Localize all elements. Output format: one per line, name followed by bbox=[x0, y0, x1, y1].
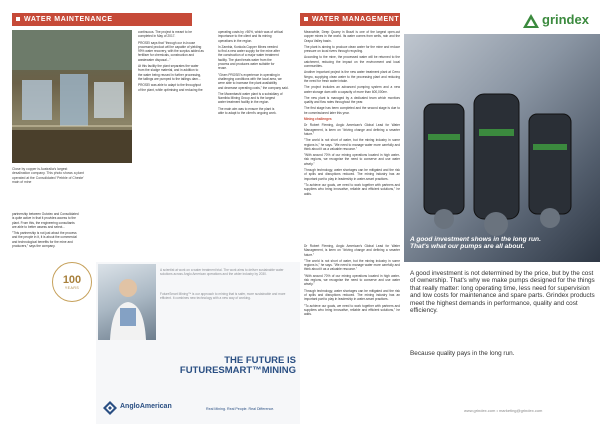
paragraph: Dr Robert Fleming, Anglo American's Global Lead for Water Management, is keen on "driving change and defining a smarter future." bbox=[304, 123, 400, 136]
ad-slogan: Real Mining. Real People. Real Difference. bbox=[206, 407, 275, 411]
plant-photo-illustration bbox=[12, 30, 132, 163]
paragraph: "This partnership is not just about the process and the people in it, it is about the commercial and technological benefits for the mine and producers," says the company. bbox=[12, 231, 77, 249]
ad-tagline: THE FUTURE IS FUTURESMART™MINING bbox=[179, 355, 296, 376]
right-column-1 bbox=[304, 30, 400, 242]
paragraph: continuous. The project is meant to be completed in May of 2017. bbox=[138, 30, 192, 39]
right-page bbox=[300, 0, 600, 424]
scientist-illustration bbox=[98, 264, 156, 340]
banner-marker-icon bbox=[304, 17, 308, 21]
paragraph: "The world is not short of water, but the mining industry in some regions is," he says. "We need to manage water more carefully and think about it as a valuable resource." bbox=[304, 258, 400, 272]
seal-number: 100 bbox=[62, 273, 82, 286]
scientist-photo bbox=[98, 264, 156, 340]
centenary-seal bbox=[52, 262, 92, 302]
pumps-illustration bbox=[404, 34, 600, 262]
paragraph: "The world is not short of water, but the mining industry in some regions is," he says. "We need to manage water more carefully and think about it as a valuable resource." bbox=[304, 138, 400, 151]
grindex-headline: A good investment shows in the long run. That's what our pumps are all about. bbox=[410, 236, 541, 251]
subheading: Mining challenges bbox=[304, 117, 332, 122]
paragraph: Another important project is the new water treatment plant at Cerro Negro, supplying clean water to the processing plant and reducing the need for fresh water intake. bbox=[304, 70, 400, 83]
grindex-body: A good investment is not determined by the price, but by the cost of ownership. That's why we make pumps designed for the things that really matter: long operating time, less need for supervision and low costs for maintenance and spare parts. Grindex products meet the highest demands in performance, quality and cost efficiency. bbox=[410, 270, 595, 315]
ad-description: FutureSmart Mining™ is our approach to mining that is safer, more sustainable and more efficient. It combines new technology with a new way of working. bbox=[160, 292, 286, 301]
paragraph: The main aim was to ensure the plant is able to adapt to the client's ongoing work. bbox=[218, 106, 277, 116]
anglo-american-ad bbox=[96, 262, 300, 424]
paragraph: "To achieve our goals, we need to work together with partners and suppliers who bring innovative, reliable and efficient solutions," he adds. bbox=[304, 182, 400, 196]
grindex-ad bbox=[404, 0, 600, 424]
grindex-brand: grindex bbox=[542, 12, 589, 27]
paragraph: Dr Robert Fleming, Anglo American's Global Lead for Water Management, is keen on "driving change and defining a smarter future." bbox=[304, 244, 400, 257]
paragraph: PROSEI says that "through our in-house processed product will be capable of yielding 99% water recovery, with the surplus added as fertiliser for chemicals, construction and wastewater disposal..." bbox=[138, 40, 204, 62]
photo-caption: Close by copper is Australia's largest desalination company. This photo shows a plant operated at the Consolidated 'Pebble of Cheste' main of mine bbox=[12, 167, 84, 185]
paragraph: partnership between Outotec and Consolidated is quite active in that it provides access to the plant. From this, the engineering consultants are able to better assess and select... bbox=[12, 212, 79, 229]
anglo-american-logo-icon bbox=[102, 400, 118, 416]
paragraph: Through technology, water shortages can be mitigated and the risk of spills and disruptions reduced. The mining industry has an important part to play in leadership in water-smart practices. bbox=[304, 288, 400, 302]
paragraph: The project includes an advanced pumping system and a new water storage dam with a capacity of more than 600,000m³. bbox=[304, 85, 400, 94]
right-column-1-continued bbox=[304, 244, 400, 416]
paragraph: "Given PROSEI's experience in operating in challenging conditions with the local area, we were able to increase the plant availability and decrease operating costs," the company said. bbox=[218, 72, 289, 90]
pump-photo bbox=[404, 34, 600, 262]
desalination-plant-photo bbox=[12, 30, 132, 163]
ad-blurb: A scientist at work on a water treatment trial. The work aims to deliver sustainable water solutions across Anglo American operations and the wider industry by 2030. bbox=[160, 268, 284, 277]
paragraph: According to the mine, the processed water will be returned to the catchment, reducing the impact on the environment and local communities. bbox=[304, 55, 400, 69]
section-banner bbox=[300, 13, 400, 26]
banner-marker-icon bbox=[16, 17, 20, 21]
paragraph: At this facility the plant separates the water from the sludge material, and in addition to the water being reused in further processing, the tailings are pumped to the tailings dam... bbox=[138, 64, 202, 81]
left-column-3 bbox=[218, 30, 298, 150]
section-banner bbox=[12, 13, 192, 26]
paragraph: Meanwhile, Deep Quarry in Brazil is one of the largest open-cut copper mines in the world. Its water comes from wells, rain and the Orapa Valley basin. bbox=[304, 30, 400, 43]
paragraph: The first stage has been completed and the second stage is due to be commissioned later this year. bbox=[304, 106, 400, 115]
paragraph: PROSEI was able to adapt to the throughput of the plant, while optimising and reducing the bbox=[138, 83, 203, 92]
grindex-closing: Because quality pays in the long run. bbox=[410, 350, 515, 357]
paragraph: "With around 70% of our mining operations located in high water-risk regions, we recognise the need to conserve and use water wisely." bbox=[304, 153, 400, 166]
banner-title: WATER MAINTENANCE bbox=[24, 16, 113, 23]
grindex-logo-icon bbox=[522, 13, 540, 29]
seal-label: YEARS bbox=[64, 285, 80, 290]
grindex-footer: www.grindex.com • marketing@grindex.com bbox=[464, 408, 543, 413]
paragraph: "With around 70% of our mining operations located in high water-risk regions, we recognise the need to conserve and use water wisely." bbox=[304, 273, 400, 287]
paragraph: operating costs by >50%, which was of critical importance to the client and its mining operations in the region. bbox=[218, 30, 283, 43]
paragraph: "To achieve our goals, we need to work together with partners and suppliers who bring innovative, reliable and efficient solutions," he adds. bbox=[304, 303, 400, 317]
paragraph: Through technology, water shortages can be mitigated and the risk of spills and disruptions reduced. The mining industry has an important part to play in leadership in water-smart practices. bbox=[304, 168, 400, 181]
paragraph: The Mwambashi water plant is a subsidiary of Namibia Mining Group and is the largest water treatment facility in the region. bbox=[218, 91, 283, 105]
left-column-2 bbox=[138, 30, 216, 150]
paragraph: The new plant is managed by a dedicated team which monitors quality and flow rates throughout the year. bbox=[304, 95, 400, 105]
paragraph: The plant is aiming to produce clean water for the mine and reduce pressure on local rivers through recycling. bbox=[304, 44, 400, 54]
paragraph: In Zambia, Konkola Copper Mines needed to find a new water supply for the mine after the construction of a major water treatment facility. The plant treats water from the process and produces water suitable for reuse. bbox=[218, 44, 280, 71]
anglo-american-brand: AngloAmerican bbox=[120, 403, 172, 410]
banner-title: WATER MANAGEMENT bbox=[312, 16, 400, 23]
